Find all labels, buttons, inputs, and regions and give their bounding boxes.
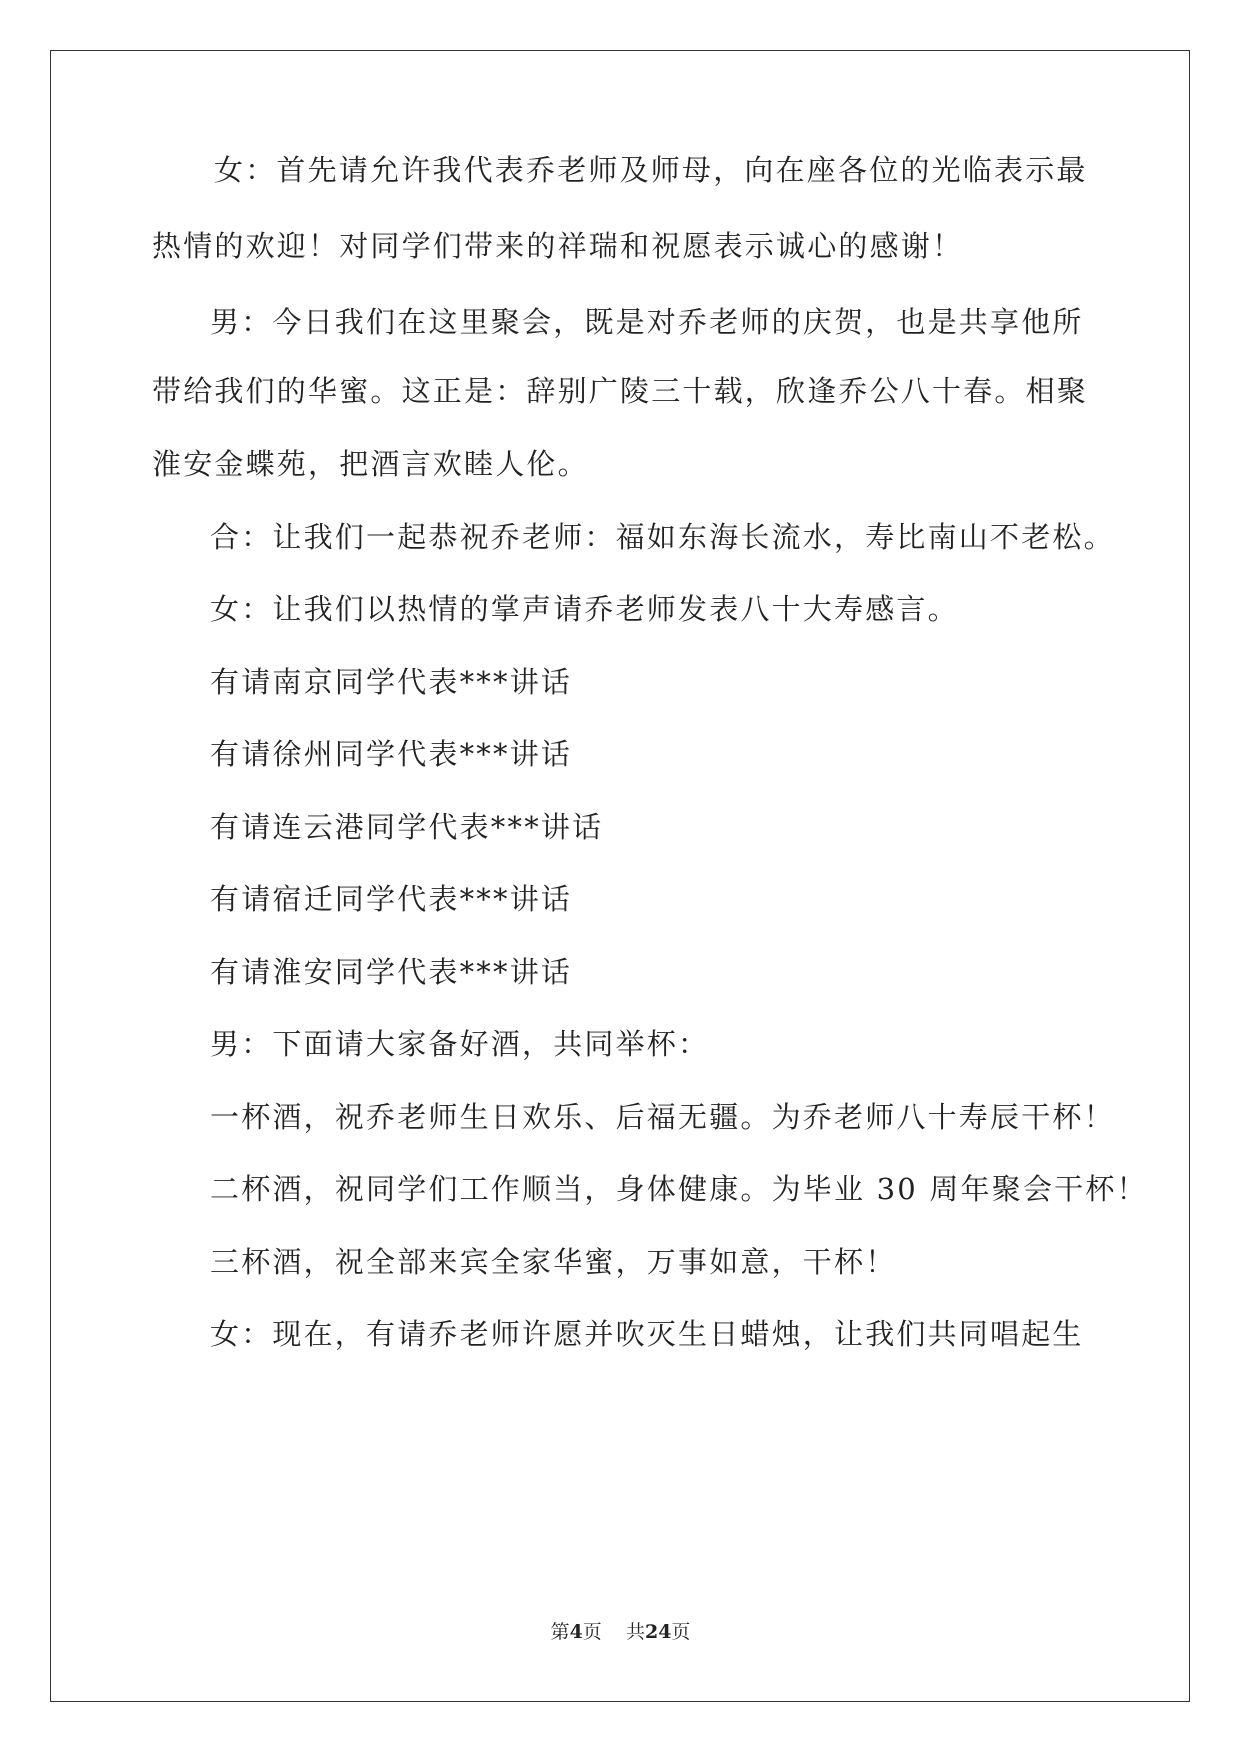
- paragraph-line: 女：现在，有请乔老师许愿并吹灭生日蜡烛，让我们共同唱起生: [210, 1317, 1084, 1351]
- paragraph-line: 有请南京同学代表***讲话: [210, 665, 573, 699]
- paragraph-line: 有请连云港同学代表***讲话: [210, 810, 604, 844]
- paragraph-line: 三杯酒，祝全部来宾全家华蜜，万事如意，干杯！: [210, 1245, 897, 1279]
- paragraph-line: 有请淮安同学代表***讲话: [210, 955, 573, 989]
- total-pages: 24: [644, 1621, 672, 1643]
- paragraph-line: 带给我们的华蜜。这正是：辞别广陵三十载，欣逢乔公八十春。相聚: [152, 374, 1089, 408]
- paragraph-line: 男：下面请大家备好酒，共同举杯：: [210, 1027, 710, 1061]
- paragraph-line: 有请宿迁同学代表***讲话: [210, 882, 573, 916]
- paragraph-line: 热情的欢迎！对同学们带来的祥瑞和祝愿表示诚心的感谢！: [152, 229, 964, 263]
- page-prefix: 第: [550, 1621, 570, 1643]
- paragraph-line: 淮安金蝶苑，把酒言欢睦人伦。: [152, 447, 589, 481]
- page-number: 4: [569, 1621, 583, 1643]
- paragraph-line: 男：今日我们在这里聚会，既是对乔老师的庆贺，也是共享他所: [210, 305, 1084, 339]
- page-mid: 页 共: [582, 1621, 645, 1643]
- page-footer: [0, 1617, 1241, 1644]
- paragraph-line: 一杯酒，祝乔老师生日欢乐、后福无疆。为乔老师八十寿辰干杯！: [210, 1100, 1115, 1134]
- paragraph-line: 女：让我们以热情的掌声请乔老师发表八十大寿感言。: [210, 592, 959, 626]
- paragraph-line: 女：首先请允许我代表乔老师及师母，向在座各位的光临表示最: [214, 153, 1088, 187]
- paragraph-line: 合：让我们一起恭祝乔老师：福如东海长流水，寿比南山不老松。: [210, 520, 1115, 554]
- page-suffix: 页: [671, 1621, 691, 1643]
- paragraph-line: 二杯酒，祝同学们工作顺当，身体健康。为毕业 30 周年聚会干杯！: [210, 1172, 1148, 1206]
- paragraph-line: 有请徐州同学代表***讲话: [210, 737, 573, 771]
